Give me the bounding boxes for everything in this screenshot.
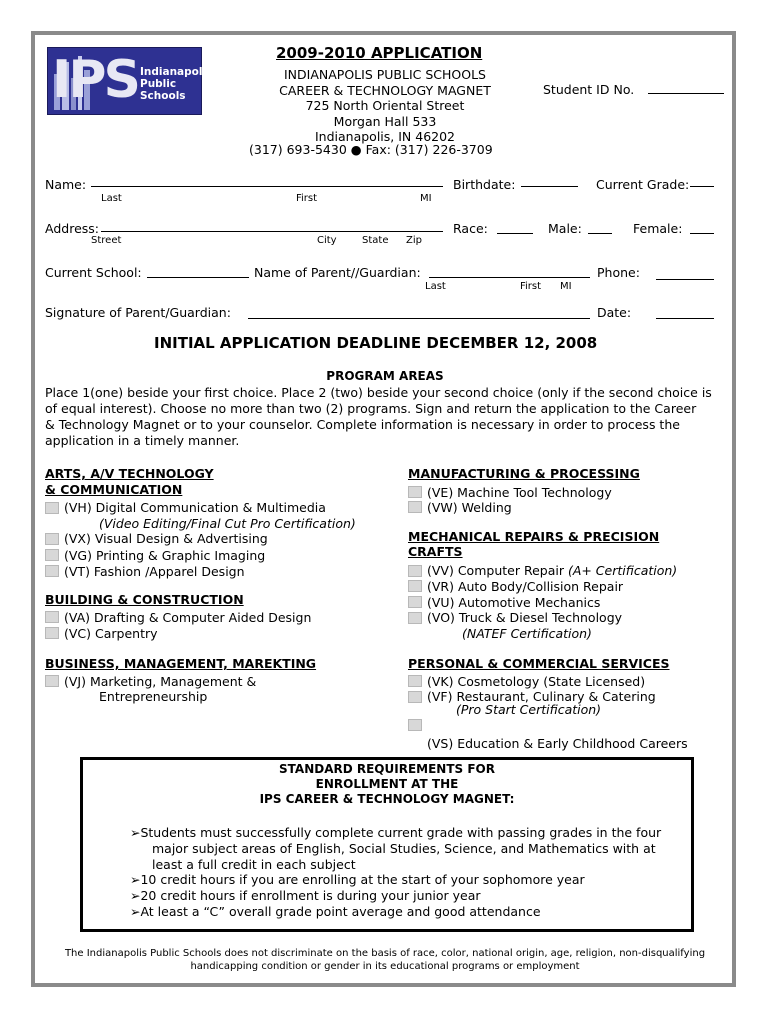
- vx-checkbox[interactable]: [45, 533, 59, 545]
- requirements-list: ➢Students must successfully complete current grade with passing grades in the four major subject areas of English, Social Studies, Science, and Mathematics with at least a full credit in each subject ➢10 credit hours if you are enrolling at the start of your sophomore year ➢20 credit hours if enrollment is during your junior year ➢At least a “C” overall grade point average and good attendance: [130, 825, 662, 919]
- vx-label: (VX) Visual Design & Advertising: [64, 531, 268, 546]
- parent-first-caption: First: [520, 281, 542, 292]
- vo-label: (VO) Truck & Diesel Technology: [427, 610, 623, 625]
- logo-school-name: Indianapolis Public Schools: [140, 66, 213, 102]
- male-label: Male:: [548, 221, 582, 236]
- female-field[interactable]: [690, 233, 714, 234]
- current-school-label: Current School:: [45, 265, 142, 280]
- phone-field[interactable]: [656, 279, 714, 280]
- vj-label-2: Entrepreneurship: [99, 689, 208, 704]
- parent-mi-caption: MI: [560, 281, 572, 292]
- program-instructions: Place 1(one) beside your first choice. Place 2 (two) beside your second choice (only if the second choice is of equal interest). Choose no more than two (2) programs. Sign and return the application to the Career & Technology Magnet or to your counselor. Complete information is necessary in order to process the application in a timely manner.: [45, 385, 712, 448]
- city-caption: City: [317, 235, 337, 246]
- name-mi-caption: MI: [420, 193, 432, 204]
- current-school-field[interactable]: [147, 277, 249, 278]
- program-areas-heading: PROGRAM AREAS: [326, 369, 444, 383]
- race-label: Race:: [453, 221, 488, 236]
- building-heading: BUILDING & CONSTRUCTION: [45, 592, 244, 607]
- arts-heading-1: ARTS, A/V TECHNOLOGY: [45, 466, 214, 481]
- vf-checkbox[interactable]: [408, 691, 422, 703]
- ips-logo: [47, 47, 213, 115]
- current-grade-field[interactable]: [690, 186, 714, 187]
- name-field[interactable]: [91, 186, 443, 187]
- arts-heading-2: & COMMUNICATION: [45, 482, 183, 497]
- logo-ips-text: IPS: [52, 50, 138, 110]
- application-title: 2009-2010 APPLICATION: [276, 44, 483, 62]
- vg-label: (VG) Printing & Graphic Imaging: [64, 548, 266, 563]
- business-heading: BUSINESS, MANAGEMENT, MAREKTING: [45, 656, 317, 671]
- address-label: Address:: [45, 221, 99, 236]
- vs-checkbox[interactable]: [408, 719, 422, 731]
- vf-label: (VF) Restaurant, Culinary & Catering: [427, 689, 656, 704]
- vo-note: (NATEF Certification): [462, 626, 592, 641]
- vk-checkbox[interactable]: [408, 675, 422, 687]
- birthdate-field[interactable]: [521, 186, 578, 187]
- vc-checkbox[interactable]: [45, 627, 59, 639]
- manufacturing-heading: MANUFACTURING & PROCESSING: [408, 466, 640, 481]
- race-field[interactable]: [497, 233, 533, 234]
- vu-label: (VU) Automotive Mechanics: [427, 595, 601, 610]
- male-field[interactable]: [588, 233, 612, 234]
- vu-checkbox[interactable]: [408, 596, 422, 608]
- ve-label: (VE) Machine Tool Technology: [427, 485, 612, 500]
- vj-checkbox[interactable]: [45, 675, 59, 687]
- ve-checkbox[interactable]: [408, 486, 422, 498]
- vv-label: (VV) Computer Repair (A+ Certification): [427, 563, 678, 578]
- current-grade-label: Current Grade:: [596, 177, 690, 192]
- date-label: Date:: [597, 305, 632, 320]
- zip-caption: Zip: [406, 235, 422, 246]
- student-id-field[interactable]: [648, 93, 724, 94]
- vo-checkbox[interactable]: [408, 612, 422, 624]
- parent-name-field[interactable]: [429, 277, 590, 278]
- requirements-heading: STANDARD REQUIREMENTS FOR ENROLLMENT AT THE IPS CAREER & TECHNOLOGY MAGNET:: [259, 762, 515, 806]
- birthdate-label: Birthdate:: [453, 177, 516, 192]
- signature-label: Signature of Parent/Guardian:: [45, 305, 231, 320]
- va-checkbox[interactable]: [45, 611, 59, 623]
- date-field[interactable]: [656, 318, 714, 319]
- parent-last-caption: Last: [425, 281, 446, 292]
- vr-checkbox[interactable]: [408, 580, 422, 592]
- name-first-caption: First: [296, 193, 318, 204]
- deadline-heading: INITIAL APPLICATION DEADLINE DECEMBER 12, 2008: [154, 334, 598, 352]
- va-label: (VA) Drafting & Computer Aided Design: [64, 610, 312, 625]
- female-label: Female:: [633, 221, 683, 236]
- vj-label: (VJ) Marketing, Management &: [64, 674, 257, 689]
- vc-label: (VC) Carpentry: [64, 626, 158, 641]
- parent-name-label: Name of Parent//Guardian:: [254, 265, 421, 280]
- non-discrimination-notice: The Indianapolis Public Schools does not discriminate on the basis of race, color, national origin, age, religion, non-disqualifying handicapping condition or gender in its educational programs or employment: [64, 948, 706, 972]
- student-id-label: Student ID No.: [543, 82, 635, 97]
- signature-field[interactable]: [248, 318, 590, 319]
- vh-checkbox[interactable]: [45, 502, 59, 514]
- name-label: Name:: [45, 177, 87, 192]
- vt-checkbox[interactable]: [45, 565, 59, 577]
- vk-label: (VK) Cosmetology (State Licensed): [427, 674, 646, 689]
- vv-checkbox[interactable]: [408, 565, 422, 577]
- vg-checkbox[interactable]: [45, 549, 59, 561]
- name-last-caption: Last: [101, 193, 122, 204]
- phone-label: Phone:: [597, 265, 640, 280]
- vh-label: (VH) Digital Communication & Multimedia: [64, 500, 326, 515]
- street-caption: Street: [91, 235, 122, 246]
- state-caption: State: [362, 235, 389, 246]
- vt-label: (VT) Fashion /Apparel Design: [64, 564, 245, 579]
- vf-note: (Pro Start Certification): [456, 702, 602, 717]
- vr-label: (VR) Auto Body/Collision Repair: [427, 579, 624, 594]
- mechanical-heading-1: MECHANICAL REPAIRS & PRECISION: [408, 529, 660, 544]
- vh-note: (Video Editing/Final Cut Pro Certification): [99, 516, 356, 531]
- personal-heading: PERSONAL & COMMERCIAL SERVICES: [408, 656, 670, 671]
- vs-label: (VS) Education & Early Childhood Careers: [427, 736, 688, 751]
- school-address: INDIANAPOLIS PUBLIC SCHOOLS CAREER & TECHNOLOGY MAGNET 725 North Oriental Street Morgan Hall 533 Indianapolis, IN 46202: [279, 67, 491, 145]
- phone-fax-line: (317) 693-5430 ● Fax: (317) 226-3709: [249, 142, 493, 157]
- address-field[interactable]: [101, 231, 443, 232]
- vw-label: (VW) Welding: [427, 500, 512, 515]
- mechanical-heading-2: CRAFTS: [408, 544, 463, 559]
- vw-checkbox[interactable]: [408, 501, 422, 513]
